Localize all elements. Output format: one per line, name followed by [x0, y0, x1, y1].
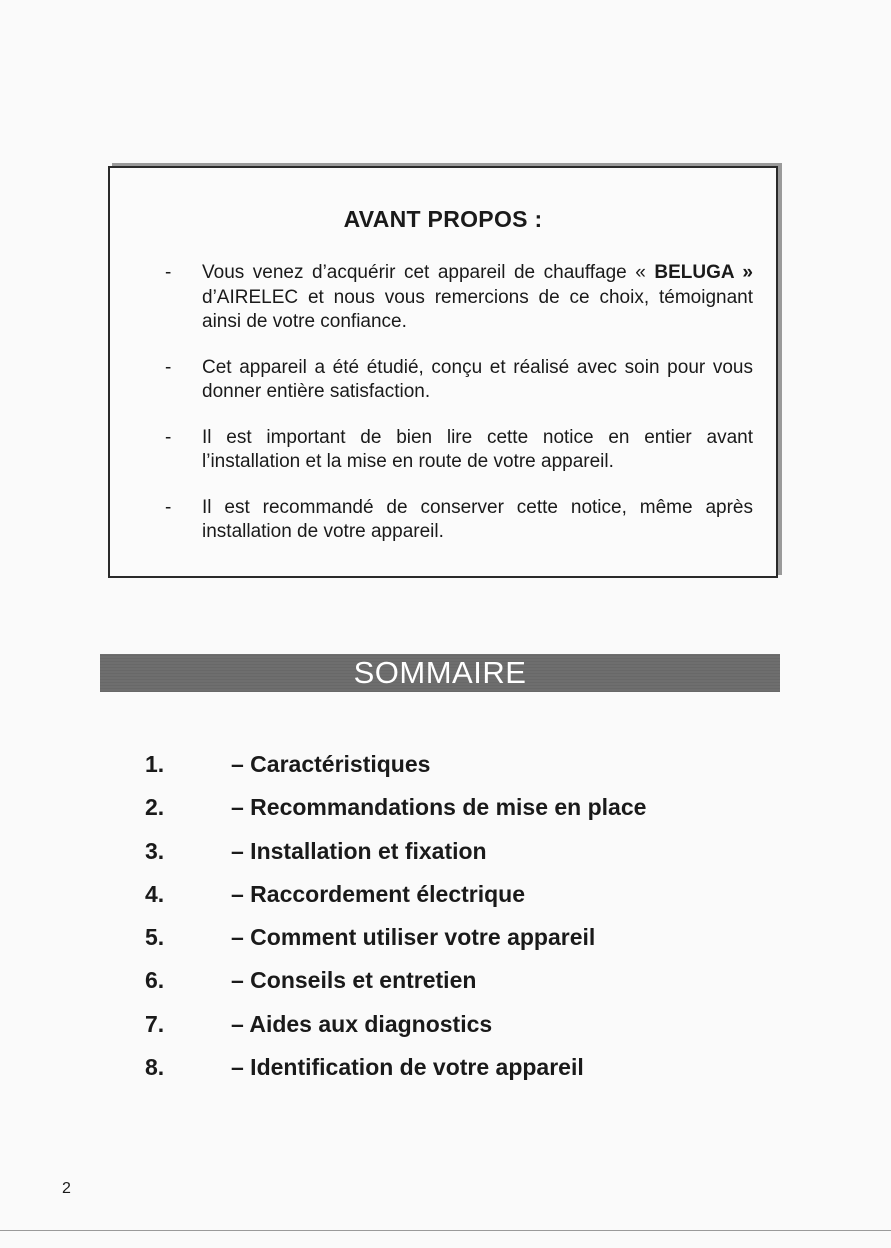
avant-propos-item-text — [202, 261, 753, 335]
toc-number: 6. — [145, 967, 165, 994]
toc-item — [0, 1007, 891, 1050]
toc-number: 7. — [145, 1010, 165, 1037]
list-dash: - — [165, 262, 172, 283]
list-dash: - — [165, 356, 172, 378]
toc-number: 4. — [145, 880, 165, 907]
avant-propos-item — [110, 356, 776, 405]
toc-label: – Caractéristiques — [231, 751, 431, 777]
toc-number: 5. — [145, 924, 165, 951]
toc-item — [0, 747, 891, 790]
toc-item — [0, 963, 891, 1006]
bottom-divider — [0, 1230, 891, 1231]
toc-label: – Installation et fixation — [231, 837, 487, 864]
toc-label: – Comment utiliser votre appareil — [231, 924, 596, 951]
toc-item — [0, 920, 891, 963]
list-dash: - — [165, 496, 172, 518]
item-text-part: Vous venez d’acquérir cet appareil de chauffage « — [202, 262, 655, 283]
list-dash: - — [165, 426, 172, 448]
avant-propos-box — [108, 166, 778, 578]
avant-propos-title: AVANT PROPOS : — [343, 206, 543, 232]
avant-propos-item — [110, 426, 776, 475]
toc-label: – Raccordement électrique — [231, 880, 526, 907]
avant-propos-item — [110, 496, 776, 545]
toc-label: – Recommandations de mise en place — [231, 794, 647, 821]
page-number: 2 — [62, 1180, 71, 1197]
toc-item — [0, 1050, 891, 1093]
toc-label: – Conseils et entretien — [231, 967, 477, 994]
avant-propos-item-text: Cet appareil a été étudié, conçu et réalisé avec soin pour vous donner entière satisfaction. — [202, 356, 753, 402]
avant-propos-item — [110, 261, 776, 335]
avant-propos-item-text: Il est recommandé de conserver cette notice, même après installation de votre appareil. — [202, 496, 753, 542]
item-text-part: d’AIRELEC et nous vous remercions de ce choix, témoignant ainsi de votre confiance. — [202, 286, 753, 332]
toc-number: 2. — [145, 794, 165, 821]
toc-number: 8. — [145, 1054, 165, 1081]
toc-number: 1. — [145, 751, 165, 777]
sommaire-title: SOMMAIRE — [353, 655, 527, 690]
sommaire-banner — [100, 654, 780, 692]
avant-propos-list — [110, 261, 776, 566]
toc-item — [0, 834, 891, 877]
table-of-contents — [0, 747, 891, 1093]
toc-number: 3. — [145, 837, 165, 864]
toc-label: – Identification de votre appareil — [231, 1054, 584, 1081]
product-name: BELUGA » — [654, 262, 753, 283]
toc-item — [0, 877, 891, 920]
avant-propos-item-text: Il est important de bien lire cette notice en entier avant l’installation et la mise en route de votre appareil. — [202, 426, 753, 472]
toc-label: – Aides aux diagnostics — [231, 1010, 493, 1037]
toc-item — [0, 790, 891, 833]
